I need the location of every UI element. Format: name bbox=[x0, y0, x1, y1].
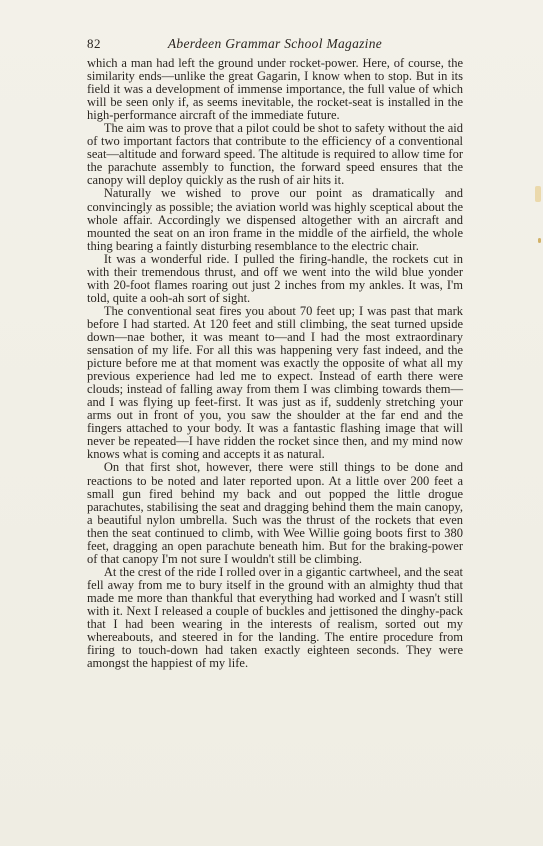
margin-mark bbox=[538, 238, 541, 243]
page-number: 82 bbox=[87, 36, 101, 51]
article-body bbox=[87, 57, 463, 670]
paragraph: Naturally we wished to prove our point as dramatically and convincingly as possible; the aviation world was highly sceptical about the whole affair. Accordingly we dispensed altogether with an aircraft and mounted the seat on an iron frame in the middle of the airfield, the whole thing bearing a faintly disturbing resemblance to the electric chair. bbox=[87, 186, 463, 253]
paragraph: At the crest of the ride I rolled over in a gigantic cartwheel, and the seat fell away from me to bury itself in the ground with an almighty thud that made me more than thankful that everything had worked and I wasn't still with it. Next I released a couple of buckles and jettisoned the dinghy-pack that I had been wearing in the interests of realism, sorted out my whereabouts, and steered in for the landing. The entire procedure from firing to touch-down had taken exactly eighteen seconds. They were amongst the happiest of my life. bbox=[87, 564, 463, 671]
margin-mark bbox=[535, 186, 541, 202]
paragraph: The conventional seat fires you about 70 feet up; I was past that mark before I had started. At 120 feet and still climbing, the seat turned upside down—nae bother, it was meant to—and I had the most extraordinary sensation of my life. For all this was happening very fast indeed, and the picture before me at that moment was exactly the opposite of what all my previous experience had led me to expect. Instead of earth there were clouds; instead of falling away from them I was climbing towards them—and I was flying up feet-first. It was just as if, suddenly stretching your arms out in front of you, you saw the shoulder at the far end and the fingers attached to your body. It was a fantastic flashing image that will never be repeated—I have ridden the rocket since then, and my mind now knows what is coming and accepts it as natural. bbox=[87, 303, 463, 462]
running-title: Aberdeen Grammar School Magazine bbox=[167, 36, 383, 51]
paragraph: On that first shot, however, there were still things to be done and reactions to be noted and later reported upon. At a little over 200 feet a small gun fired behind my back and out popped the little drogue parachutes, stabilising the seat and dragging behind them the main canopy, a beautiful nylon umbrella. Such was the thrust of the rockets that even then the seat continued to climb, with Wee Willie going boots first to 380 feet, dragging an open parachute beneath him. But for the braking-power of that canopy I'm not sure I wouldn't still be climbing. bbox=[87, 460, 463, 566]
paragraph-continued: which a man had left the ground under rocket-power. Here, of course, the similarity ends—unlike the great Gagarin, I know when to stop. But in its field it was a development of immense importance, the full value of which will be seen only if, as seems inevitable, the rocket-seat is installed in the high-performance aircraft of the immediate future. bbox=[87, 56, 463, 123]
paragraph: The aim was to prove that a pilot could be shot to safety without the aid of two important factors that contribute to the efficiency of a conventional seat—altitude and forward speed. The altitude is required to allow time for the parachute assembly to function, the forward speed ensures that the canopy will deploy quickly as the rush of air hits it. bbox=[87, 121, 463, 188]
paragraph: It was a wonderful ride. I pulled the firing-handle, the rockets cut in with their tremendous thrust, and off we went into the wild blue yonder with 20-foot flames roaring out just 2 inches from my ankles. It was, I'm told, quite a ooh-ah sort of sight. bbox=[87, 251, 463, 305]
page-header bbox=[87, 36, 463, 54]
